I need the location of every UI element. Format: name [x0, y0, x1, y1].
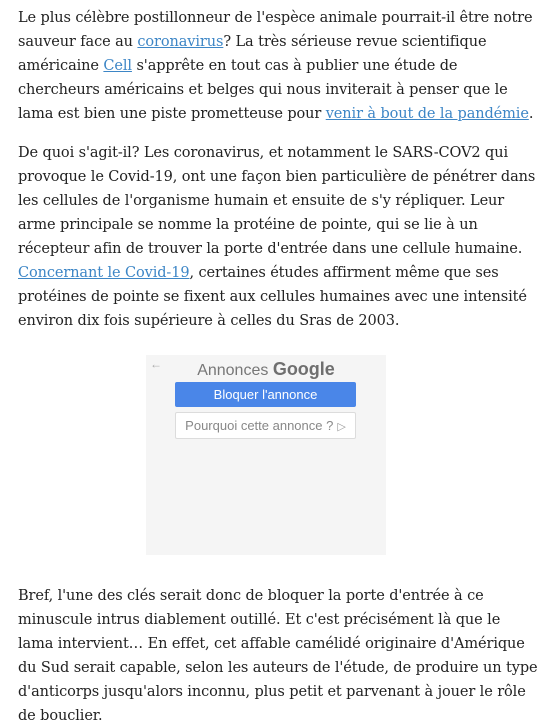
link-cell[interactable]: Cell [103, 58, 132, 74]
paragraph-text: s'apprête en tout cas à publier une étude de chercheurs américains et belges qui nous inviterait à penser que le lama est bien une piste prometteuse pour [18, 58, 508, 122]
paragraph-text: De quoi s'agit-il? Les coronavirus, et notamment le SARS-COV2 qui provoque le Covid-19, ont une façon bien particulière de pénétrer dans les cellules de l'organisme humain et ensuite de s'y répliquer. Leur arme principale se nomme la protéine de pointe, qui se lie à un récepteur afin de trouver la porte d'entrée dans une cellule humaine. [18, 145, 536, 257]
google-ad-feedback-panel [146, 355, 386, 555]
link-venir-a-bout-pandemie[interactable]: venir à bout de la pandémie [325, 106, 529, 122]
why-this-ad-button[interactable] [175, 412, 356, 439]
paragraph-text: , certaines études affirment même que ses protéines de pointe se fixent aux cellules humaines avec une intensité environ dix fois supérieure à celles du Sras de 2003. [18, 265, 527, 329]
block-ad-button[interactable]: Bloquer l'annonce [175, 382, 356, 407]
why-this-ad-label: Pourquoi cette annonce ? [185, 418, 334, 433]
back-arrow-icon[interactable]: ← [150, 357, 162, 371]
paragraph-intro [18, 6, 538, 126]
link-concernant-covid19[interactable]: Concernant le Covid-19 [18, 265, 190, 281]
ad-header-label: Annonces [197, 362, 269, 379]
ad-header [146, 359, 386, 380]
paragraph-text: ? La très sérieuse revue scientifique américaine [18, 34, 487, 74]
link-coronavirus[interactable]: coronavirus [137, 34, 224, 50]
paragraph-text: . [528, 106, 534, 122]
adchoices-icon: ▷ [337, 421, 346, 433]
paragraph-explanation [18, 141, 538, 333]
paragraph-text: Bref, l'une des clés serait donc de bloquer la porte d'entrée à ce minuscule intrus diablement outillé. Et c'est précisément là que le lama intervient… En effet, cet affable camélidé originaire d'Amérique du Sud serait capable, selon les auteurs de l'étude, de produire un type d'anticorps jusqu'alors inconnu, plus petit et parvenant à jouer le rôle de bouclier. [18, 588, 538, 724]
paragraph-conclusion [18, 584, 538, 728]
google-logo: Google [272, 359, 335, 379]
paragraph-text: Le plus célèbre postillonneur de l'espèce animale pourrait-il être notre sauveur face au [18, 10, 533, 50]
